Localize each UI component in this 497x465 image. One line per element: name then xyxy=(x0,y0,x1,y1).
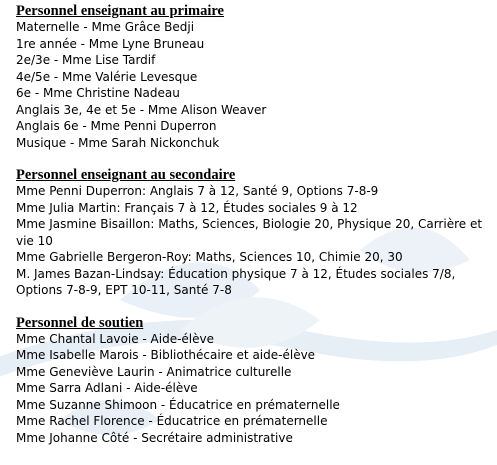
staff-line: 1re année - Mme Lyne Bruneau xyxy=(16,36,205,51)
staff-list-soutien xyxy=(16,331,497,447)
section-title-soutien: Personnel de soutien xyxy=(16,314,144,331)
staff-line: Mme Johanne Côté - Secrétaire administrative xyxy=(16,430,293,445)
section-spacer xyxy=(16,151,497,168)
staff-line: Mme Isabelle Marois - Bibliothécaire et aide-élève xyxy=(16,348,316,362)
staff-line: 4e/5e - Mme Valérie Levesque xyxy=(16,69,198,84)
staff-line: Anglais 6e - Mme Penni Duperron xyxy=(16,119,217,133)
staff-line: Mme Chantal Lavoie - Aide-élève xyxy=(16,331,215,346)
staff-line: Mme Jasmine Bisaillon: Maths, Sciences, Biologie 20, Physique 20, Carrière et vie 10 xyxy=(16,217,483,248)
staff-line: Mme Geneviève Laurin - Animatrice culturelle xyxy=(16,364,292,379)
staff-line: M. James Bazan-Lindsay: Éducation physique 7 à 12, Études sociales 7/8, Options 7-8-9, EPT 10-11, Santé 7-8 xyxy=(16,266,456,297)
staff-line: Anglais 3e, 4e et 5e - Mme Alison Weaver xyxy=(16,102,267,117)
staff-line: Mme Gabrielle Bergeron-Roy: Maths, Sciences 10, Chimie 20, 30 xyxy=(16,250,403,264)
staff-line: 2e/3e - Mme Lise Tardif xyxy=(16,53,156,67)
staff-line: Mme Penni Duperron: Anglais 7 à 12, Santé 9, Options 7-8-9 xyxy=(16,184,379,198)
staff-line: 6e - Mme Christine Nadeau xyxy=(16,86,180,100)
staff-line: Mme Julia Martin: Français 7 à 12, Études sociales 9 à 12 xyxy=(16,200,358,215)
staff-line: Mme Rachel Florence - Éducatrice en prématernelle xyxy=(16,414,328,428)
section-title-primaire: Personnel enseignant au primaire xyxy=(16,3,224,19)
staff-line: Maternelle - Mme Grâce Bedji xyxy=(16,20,195,34)
staff-list-secondaire xyxy=(16,183,497,299)
staff-line: Mme Suzanne Shimoon - Éducatrice en prématernelle xyxy=(16,397,340,412)
staff-line: Musique - Mme Sarah Nickonchuk xyxy=(16,135,220,150)
staff-list-primaire xyxy=(16,19,497,151)
staff-line: Mme Sarra Adlani - Aide-élève xyxy=(16,381,198,395)
section-primaire xyxy=(16,4,497,151)
section-soutien xyxy=(16,316,497,447)
section-title-secondaire: Personnel enseignant au secondaire xyxy=(16,167,236,183)
section-secondaire xyxy=(16,168,497,299)
section-spacer xyxy=(16,299,497,316)
